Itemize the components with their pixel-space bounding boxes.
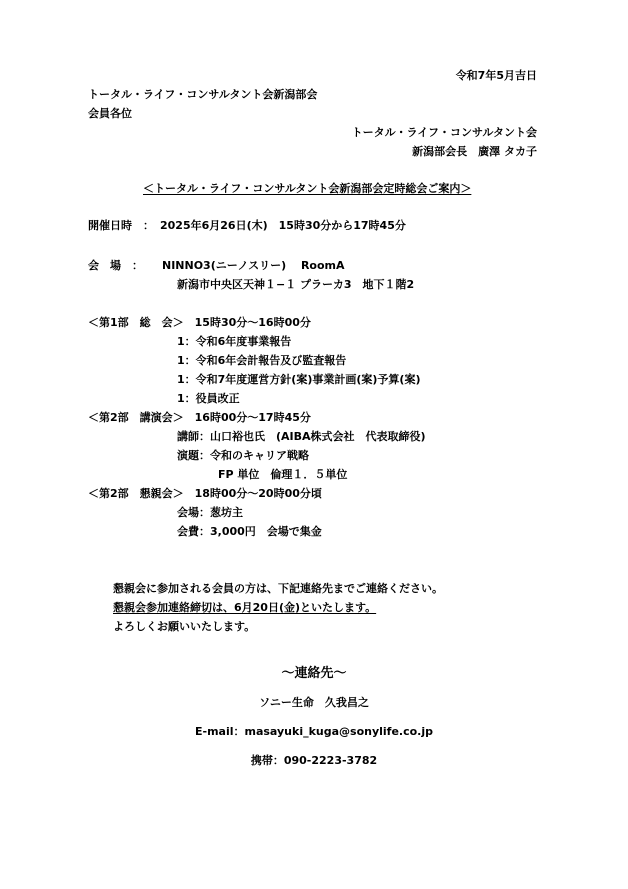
schedule-value: 2025年6月26日(木) 15時30分から17時45分: [160, 219, 406, 232]
venue-name: NINNO3(ニーノスリー) RoomA: [162, 259, 345, 272]
part1-heading: ＜第1部 総 会＞ 15時30分〜16時00分: [88, 316, 311, 329]
schedule-label: 開催日時 ：: [88, 219, 154, 232]
contact-email: E-mail：masayuki_kuga@sonylife.co.jp: [194, 725, 434, 738]
fp-credits: FP 単位 倫理１．５単位: [218, 468, 348, 481]
part1-item: 1：令和6年度事業報告: [177, 335, 292, 348]
note-contact-request: 懇親会に参加される会員の方は、下記連絡先までご連絡ください。: [113, 582, 443, 595]
part3-heading: ＜第2部 懇親会＞ 18時00分〜20時00分頃: [88, 487, 322, 500]
contact-heading: 〜連絡先〜: [281, 666, 347, 681]
venue-address: 新潟市中央区天神１−１ プラーカ3 地下１階2: [177, 278, 415, 291]
venue-label: 会 場 ：: [88, 259, 143, 272]
recipient-members: 会員各位: [88, 107, 132, 120]
note-deadline: 懇親会参加連絡締切は、6月20日(金)といたします。: [113, 601, 377, 614]
sender-organization: トータル・ライフ・コンサルタント会: [351, 126, 537, 139]
party-fee: 会費：3,000円 会場で集金: [177, 525, 322, 538]
sender-person: 新潟部会長 廣澤 タカ子: [412, 145, 537, 158]
lecturer: 講師：山口裕也氏 (AIBA株式会社 代表取締役): [177, 430, 426, 443]
contact-phone: 携帯：090-2223-3782: [250, 754, 378, 767]
lecture-topic: 演題：令和のキャリア戦略: [177, 449, 309, 462]
document-title: ＜トータル・ライフ・コンサルタント会新潟部会定時総会ご案内＞: [143, 182, 472, 195]
part1-item: 1：令和6年会計報告及び監査報告: [177, 354, 347, 367]
note-closing: よろしくお願いいたします。: [113, 620, 256, 633]
part1-item: 1：役員改正: [177, 392, 240, 405]
contact-name: ソニー生命 久我昌之: [259, 696, 369, 709]
part1-item: 1：令和7年度運営方針(案)事業計画(案)予算(案): [177, 373, 421, 386]
part2-heading: ＜第2部 講演会＞ 16時00分〜17時45分: [88, 411, 311, 424]
party-venue: 会場：葱坊主: [177, 506, 243, 519]
recipient-organization: トータル・ライフ・コンサルタント会新潟部会: [88, 88, 318, 101]
document-date: 令和7年5月吉日: [455, 69, 537, 82]
